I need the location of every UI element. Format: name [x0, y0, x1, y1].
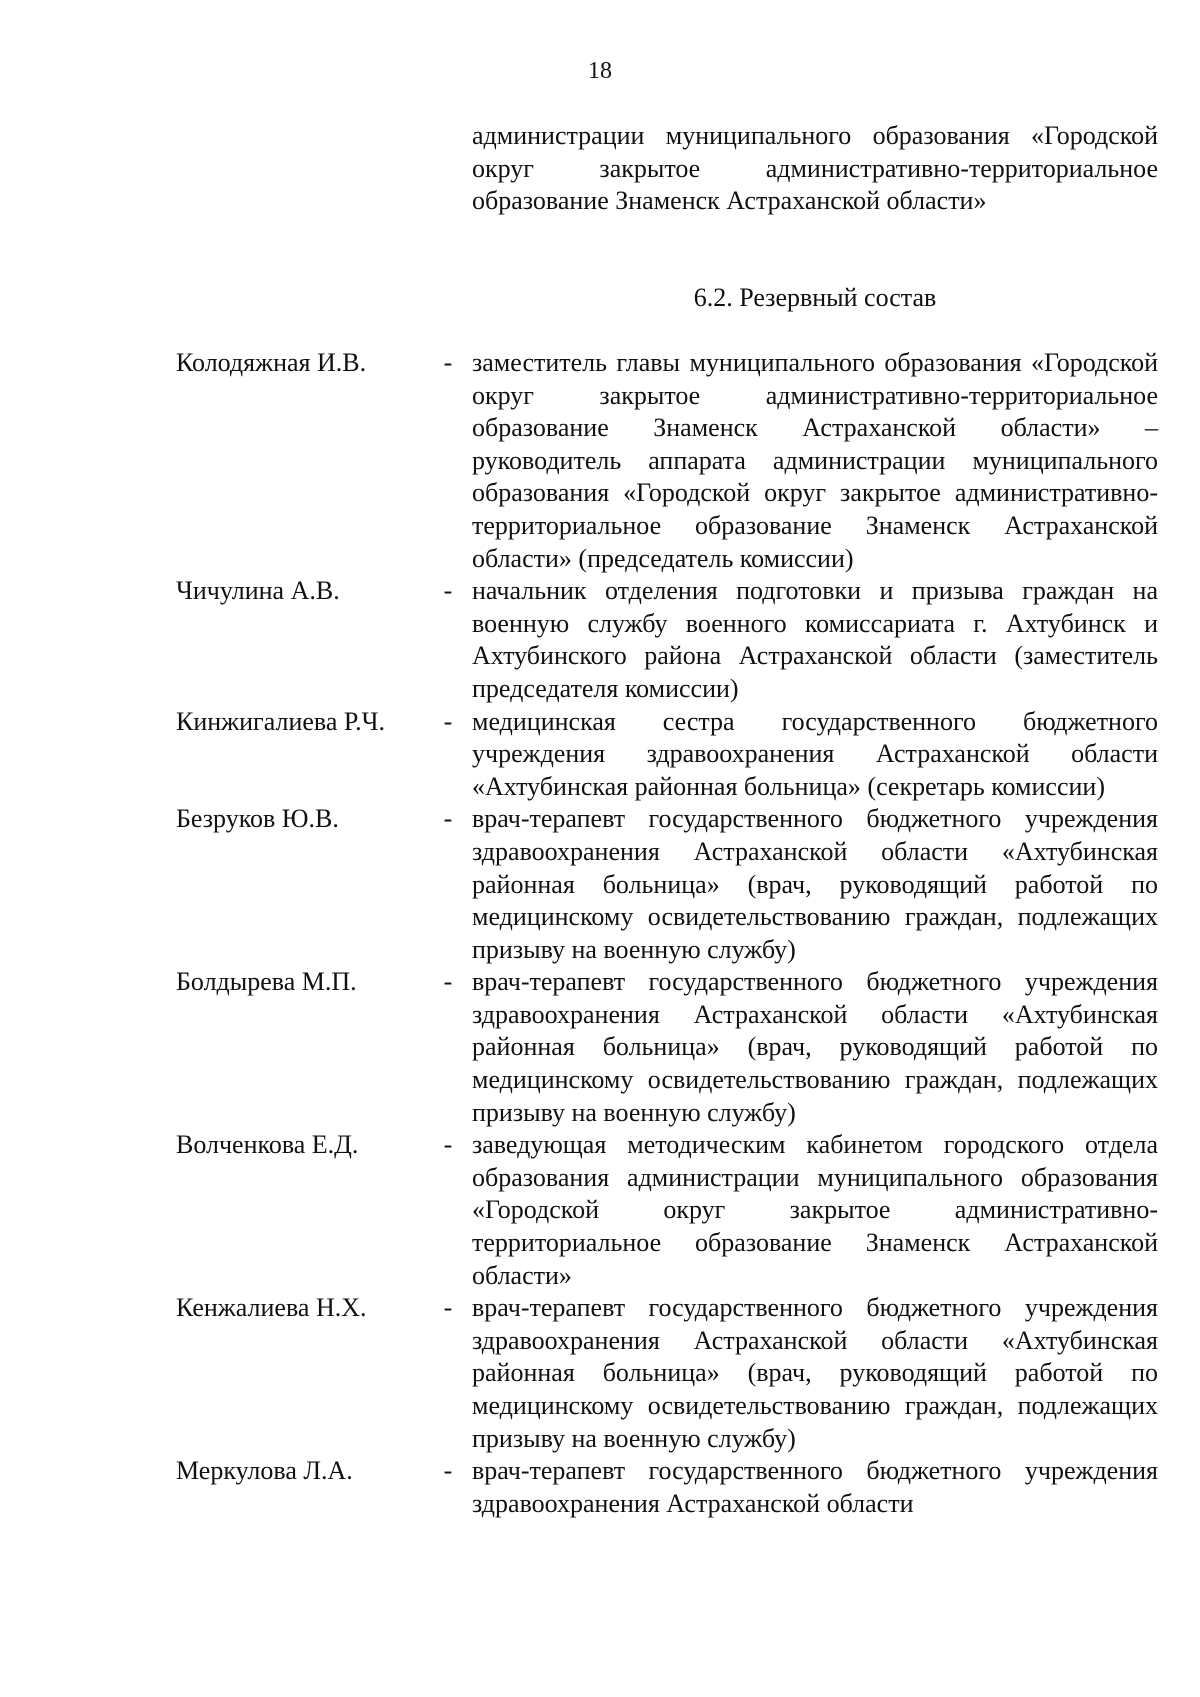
member-dash: - — [443, 1293, 453, 1323]
member-dash: - — [443, 1130, 453, 1160]
member-dash: - — [443, 804, 453, 834]
member-role: заведующая методическим кабинетом городского отдела образования администрации муниципального образования «Городской округ закрытое административно-территориальное образование Знаменск Астраханской области» — [472, 1130, 1158, 1290]
member-name: Кенжалиева Н.Х. — [176, 1293, 367, 1323]
member-row — [176, 1455, 1158, 1520]
member-row — [176, 706, 1158, 804]
member-dash: - — [443, 576, 453, 606]
member-role: врач-терапевт государственного бюджетного учреждения здравоохранения Астраханской области — [472, 1456, 1158, 1518]
member-role: врач-терапевт государственного бюджетного учреждения здравоохранения Астраханской области «Ахтубинская районная больница» (врач, руководящий работой по медицинскому освидетельствованию граждан, подлежащих призыву на военную службу) — [472, 967, 1158, 1127]
member-role: заместитель главы муниципального образования «Городской округ закрытое административно-территориальное образование Знаменск Астраханской области» – руководитель аппарата администрации муниципального образования «Городской округ закрытое административно-территориальное образование Знаменск Астраханской области» (председатель комиссии) — [472, 348, 1158, 573]
member-role: врач-терапевт государственного бюджетного учреждения здравоохранения Астраханской области «Ахтубинская районная больница» (врач, руководящий работой по медицинскому освидетельствованию граждан, подлежащих призыву на военную службу) — [472, 804, 1158, 964]
member-name: Колодяжная И.В. — [176, 348, 367, 377]
member-dash: - — [443, 706, 453, 736]
member-name: Меркулова Л.А. — [176, 1456, 353, 1486]
member-dash: - — [443, 967, 453, 997]
member-row — [176, 966, 1158, 1129]
member-row — [176, 803, 1158, 966]
member-name: Волченкова Е.Д. — [176, 1130, 359, 1160]
member-row — [176, 347, 1158, 575]
member-name: Кинжигалиева Р.Ч. — [176, 706, 385, 736]
member-name: Болдырева М.П. — [176, 967, 357, 997]
member-row — [176, 575, 1158, 705]
section-title: 6.2. Резервный состав — [693, 283, 937, 312]
member-dash: - — [443, 348, 453, 377]
member-list — [176, 347, 1158, 1520]
member-row — [176, 1129, 1158, 1292]
member-role: врач-терапевт государственного бюджетного учреждения здравоохранения Астраханской области «Ахтубинская районная больница» (врач, руководящий работой по медицинскому освидетельствованию граждан, подлежащих призыву на военную службу) — [472, 1293, 1158, 1453]
member-dash: - — [443, 1456, 453, 1486]
member-row — [176, 1292, 1158, 1455]
member-role: медицинская сестра государственного бюджетного учреждения здравоохранения Астраханской области «Ахтубинская районная больница» (секретарь комиссии) — [472, 706, 1158, 801]
continuation-paragraph: администрации муниципального образования «Городской округ закрытое административно-территориальное образование Знаменск Астраханской области» — [472, 121, 1158, 216]
page-number: 18 — [588, 58, 612, 84]
member-role: начальник отделения подготовки и призыва граждан на военную службу военного комиссариата г. Ахтубинск и Ахтубинского района Астраханской области (заместитель председателя комиссии) — [472, 576, 1158, 703]
member-name: Чичулина А.В. — [176, 576, 340, 606]
member-name: Безруков Ю.В. — [176, 804, 339, 834]
